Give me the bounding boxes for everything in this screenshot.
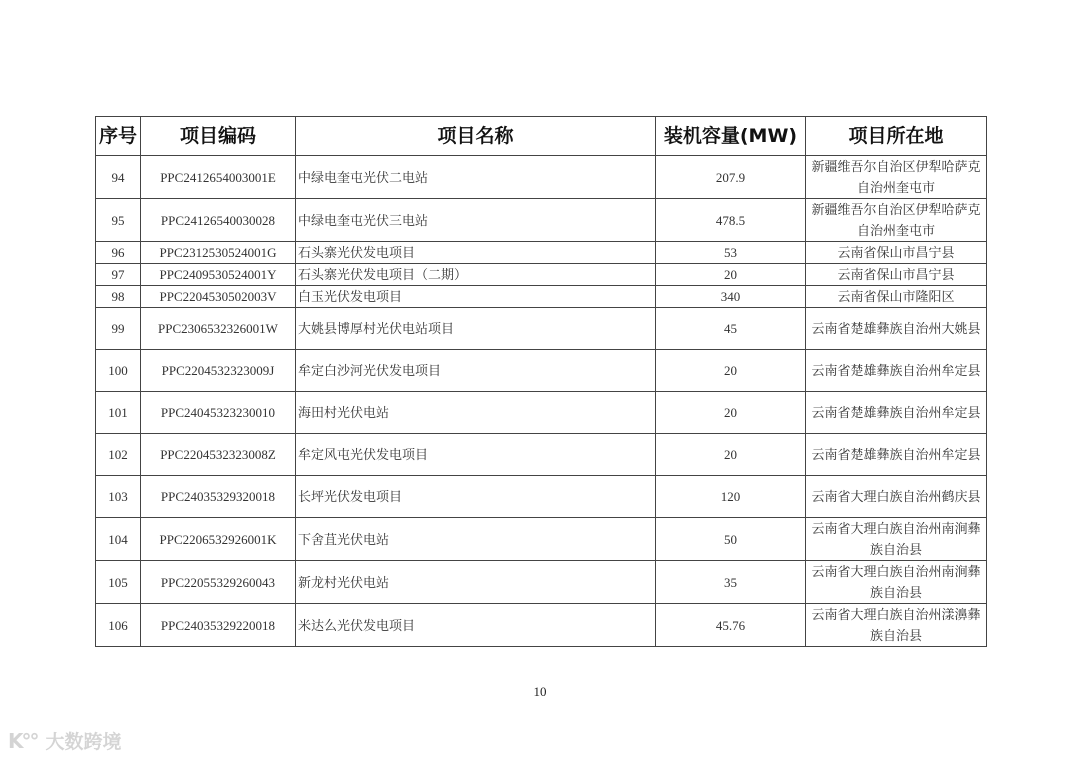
cell-no: 104 — [96, 518, 141, 561]
cell-name: 米达么光伏发电项目 — [296, 604, 656, 647]
cell-name: 牟定白沙河光伏发电项目 — [296, 350, 656, 392]
cell-location: 云南省保山市隆阳区 — [806, 286, 987, 308]
table-row — [96, 286, 987, 308]
cell-name: 中绿电奎屯光伏二电站 — [296, 156, 656, 199]
cell-name: 下舍苴光伏电站 — [296, 518, 656, 561]
cell-code: PPC2412654003001E — [141, 156, 296, 199]
page-number: 10 — [533, 684, 547, 699]
table-row — [96, 434, 987, 476]
k100-logo-icon: K°° — [8, 728, 38, 753]
watermark-text: 大数跨境 — [45, 731, 122, 753]
cell-location: 云南省保山市昌宁县 — [806, 264, 987, 286]
cell-capacity: 20 — [656, 392, 806, 434]
table-row — [96, 156, 987, 199]
cell-location: 新疆维吾尔自治区伊犁哈萨克自治州奎屯市 — [806, 199, 987, 242]
cell-name: 海田村光伏电站 — [296, 392, 656, 434]
cell-capacity: 20 — [656, 350, 806, 392]
cell-location: 云南省大理白族自治州鹤庆县 — [806, 476, 987, 518]
cell-location: 云南省楚雄彝族自治州牟定县 — [806, 392, 987, 434]
cell-code: PPC2204530502003V — [141, 286, 296, 308]
watermark — [8, 727, 122, 754]
header-code: 项目编码 — [141, 117, 296, 156]
cell-location: 云南省楚雄彝族自治州牟定县 — [806, 350, 987, 392]
header-capacity: 装机容量(MW) — [656, 117, 806, 156]
table-row — [96, 518, 987, 561]
cell-code: PPC2204532323008Z — [141, 434, 296, 476]
cell-name: 长坪光伏发电项目 — [296, 476, 656, 518]
cell-no: 95 — [96, 199, 141, 242]
cell-code: PPC2306532326001W — [141, 308, 296, 350]
cell-no: 100 — [96, 350, 141, 392]
table-row — [96, 350, 987, 392]
cell-capacity: 207.9 — [656, 156, 806, 199]
cell-name: 石头寨光伏发电项目 — [296, 242, 656, 264]
table-row — [96, 604, 987, 647]
cell-capacity: 53 — [656, 242, 806, 264]
cell-code: PPC22055329260043 — [141, 561, 296, 604]
cell-capacity: 35 — [656, 561, 806, 604]
cell-capacity: 20 — [656, 434, 806, 476]
cell-name: 中绿电奎屯光伏三电站 — [296, 199, 656, 242]
cell-capacity: 50 — [656, 518, 806, 561]
cell-code: PPC24035329220018 — [141, 604, 296, 647]
cell-code: PPC2206532926001K — [141, 518, 296, 561]
cell-no: 106 — [96, 604, 141, 647]
cell-no: 97 — [96, 264, 141, 286]
cell-location: 云南省楚雄彝族自治州牟定县 — [806, 434, 987, 476]
project-table — [95, 116, 987, 647]
cell-no: 94 — [96, 156, 141, 199]
table-row — [96, 242, 987, 264]
table-row — [96, 308, 987, 350]
cell-location: 新疆维吾尔自治区伊犁哈萨克自治州奎屯市 — [806, 156, 987, 199]
cell-capacity: 45.76 — [656, 604, 806, 647]
cell-code: PPC2204532323009J — [141, 350, 296, 392]
cell-code: PPC24126540030028 — [141, 199, 296, 242]
cell-capacity: 478.5 — [656, 199, 806, 242]
cell-location: 云南省楚雄彝族自治州大姚县 — [806, 308, 987, 350]
header-name: 项目名称 — [296, 117, 656, 156]
header-location: 项目所在地 — [806, 117, 987, 156]
table-header-row — [96, 117, 987, 156]
cell-name: 白玉光伏发电项目 — [296, 286, 656, 308]
table-row — [96, 392, 987, 434]
cell-location: 云南省大理白族自治州南涧彝族自治县 — [806, 518, 987, 561]
cell-name: 石头寨光伏发电项目（二期） — [296, 264, 656, 286]
cell-capacity: 20 — [656, 264, 806, 286]
table-row — [96, 264, 987, 286]
cell-location: 云南省大理白族自治州南涧彝族自治县 — [806, 561, 987, 604]
table-row — [96, 561, 987, 604]
table-row — [96, 476, 987, 518]
cell-no: 105 — [96, 561, 141, 604]
cell-code: PPC24035329320018 — [141, 476, 296, 518]
header-no: 序号 — [96, 117, 141, 156]
cell-capacity: 340 — [656, 286, 806, 308]
cell-location: 云南省大理白族自治州漾濞彝族自治县 — [806, 604, 987, 647]
cell-name: 大姚县博厚村光伏电站项目 — [296, 308, 656, 350]
cell-no: 98 — [96, 286, 141, 308]
cell-name: 新龙村光伏电站 — [296, 561, 656, 604]
cell-no: 102 — [96, 434, 141, 476]
cell-no: 101 — [96, 392, 141, 434]
cell-code: PPC2312530524001G — [141, 242, 296, 264]
cell-no: 99 — [96, 308, 141, 350]
cell-code: PPC2409530524001Y — [141, 264, 296, 286]
cell-capacity: 45 — [656, 308, 806, 350]
cell-capacity: 120 — [656, 476, 806, 518]
cell-no: 103 — [96, 476, 141, 518]
cell-no: 96 — [96, 242, 141, 264]
cell-location: 云南省保山市昌宁县 — [806, 242, 987, 264]
cell-code: PPC24045323230010 — [141, 392, 296, 434]
table-row — [96, 199, 987, 242]
cell-name: 牟定风屯光伏发电项目 — [296, 434, 656, 476]
